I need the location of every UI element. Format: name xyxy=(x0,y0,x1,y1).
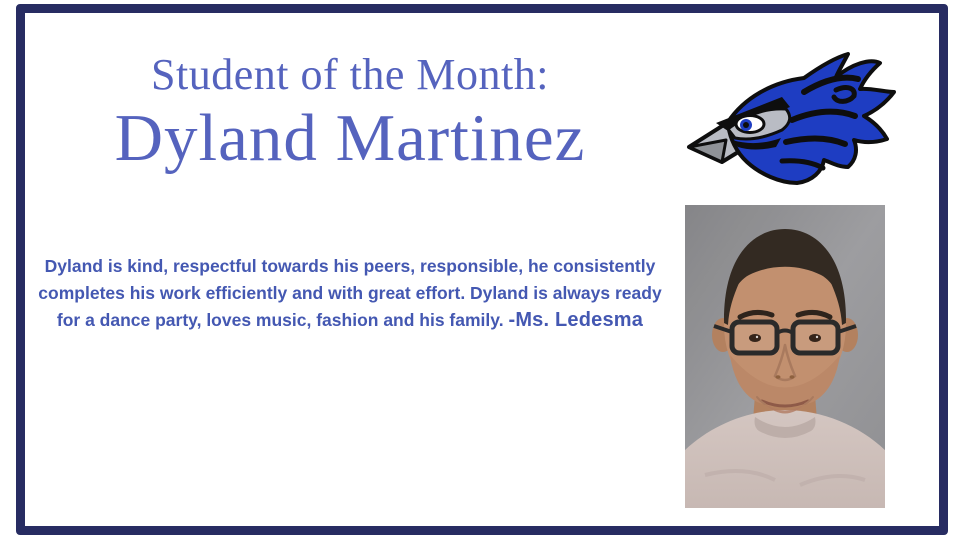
student-description xyxy=(35,253,665,334)
student-portrait-image xyxy=(685,205,885,508)
student-portrait-photo xyxy=(685,205,885,508)
blue-jay-icon xyxy=(686,50,904,192)
student-name-heading: Dyland Martinez xyxy=(114,100,586,175)
slide-title: Student of the Month: xyxy=(151,50,549,99)
teacher-attribution: -Ms. Ledesma xyxy=(508,309,644,331)
blue-jay-mascot-logo xyxy=(686,50,904,192)
title-block xyxy=(0,50,700,175)
description-text: Dyland is kind, respectful towards his peers, responsible, he consistently completes his work efficiently and with great effort. Dyland is always ready for a dance party, loves music, fashion and his family. xyxy=(38,256,662,330)
